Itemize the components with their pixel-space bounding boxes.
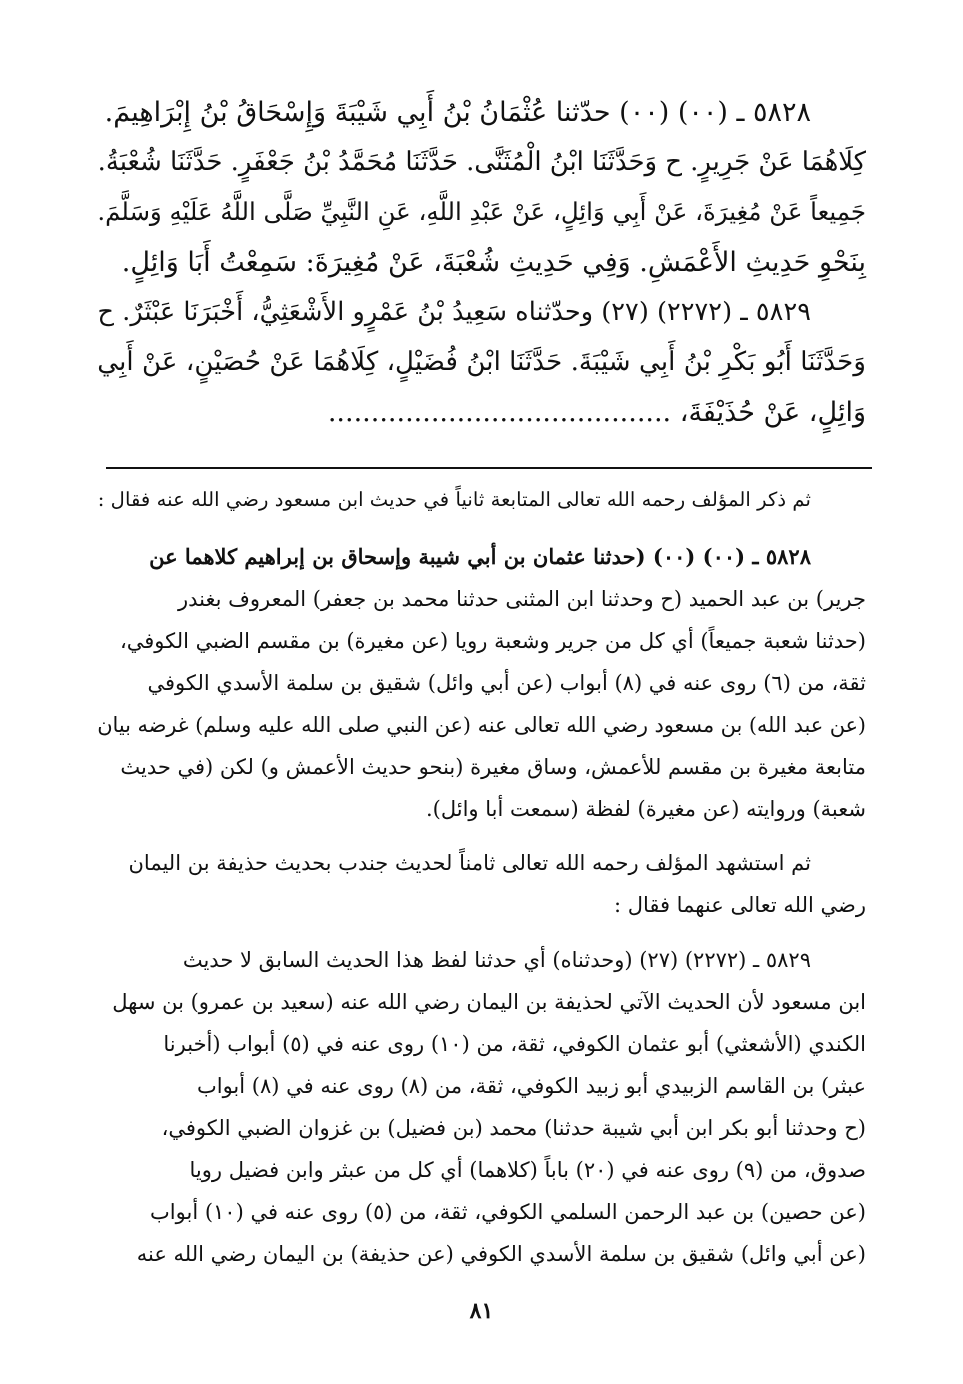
hadith-line-text: جَمِيعاً عَنْ مُغِيرَةَ، عَنْ أَبِي وَائِلٍ، عَنْ عَبْدِ اللَّهِ، عَنِ النَّبِيِّ صَلَّى اللَّهُ عَلَيْهِ وَسَلَّمَ.	[97, 197, 866, 226]
commentary-line-text: (عن أبي وائل) شقيق بن سلمة الأسدي الكوفي (عن حذيفة) بن اليمان رضي الله عنه	[136, 1242, 866, 1266]
commentary-line-text: جرير) بن عبد الحميد (ح وحدثنا ابن المثنى حدثنا محمد بن جعفر) المعروف بغندر	[177, 587, 866, 611]
hadith-line-text: وَائِلٍ، عَنْ حُذَيْفَةَ، ........................................	[327, 397, 866, 428]
commentary-line-text: متابعة مغيرة بن مقسم للأعمش، وساق مغيرة (بنحو حديث الأعمش و) لكن (في حديث	[120, 755, 866, 779]
separator-rule	[106, 467, 872, 469]
hadith-line-text: ٥٨٢٩ ـ (٢٢٧٢) (٢٧) وحدّثناه سَعِيدُ بْنُ عَمْرٍو الأَشْعَثِيُّ، أَخْبَرَنَا عَبْثَرٌ. ح	[97, 297, 811, 327]
hadith-line-text: بِنَحْوِ حَدِيثِ الأَعْمَشِ. وَفِي حَدِيثِ شُعْبَةَ، عَنْ مُغِيرَةَ: سَمِعْتُ أَبَا وَائِلٍ.	[121, 247, 866, 278]
commentary-line-text: (عن عبد الله) بن مسعود رضي الله تعالى عنه (عن النبي صلى الله عليه وسلم) غرضه بيان	[97, 713, 866, 737]
commentary-line-text: صدوق، من (٩) روى عنه في (٢٠) باباً (كلاهما) أي كل من عبثر وابن فضيل رويا	[189, 1158, 866, 1182]
commentary-line-text: ابن مسعود لأن الحديث الآتي لحذيفة بن اليمان رضي الله عنه (سعيد بن عمرو) بن سهل	[112, 990, 866, 1014]
hadith-line-text: وَحَدَّثَنَا أَبُو بَكْرِ بْنُ أَبِي شَيْبَةَ. حَدَّثَنَا ابْنُ فُضَيْلٍ، كِلَاهُمَا عَنْ حُصَيْنٍ، عَنْ أَبِي	[97, 347, 866, 377]
commentary-line-text: الكندي (الأشعثي) أبو عثمان الكوفي، ثقة، من (١٠) روى عنه في (٥) أبواب (أخبرنا	[163, 1032, 866, 1056]
commentary-line-text: ثقة، من (٦) روى عنه في (٨) أبواب (عن أبي وائل) شقيق بن سلمة الأسدي الكوفي	[147, 671, 866, 695]
commentary-line-text: ثم استشهد المؤلف رحمه الله تعالى ثامناً لحديث جندب بحديث حذيفة بن اليمان	[128, 851, 811, 875]
hadith-line-text: ٥٨٢٨ ـ (٠٠) (٠٠) حدّثنا عُثْمَانُ بْنُ أَبِي شَيْبَةَ وَإِسْحَاقُ بْنُ إِبْرَاهِيمَ.	[104, 97, 811, 128]
hadith-line-text: كِلَاهُمَا عَنْ جَرِيرٍ. ح وَحَدَّثَنَا ابْنُ الْمُثَنَّى. حَدَّثَنَا مُحَمَّدُ بْنُ جَعْفَرٍ. حَدَّثَنَا شُعْبَةُ.	[97, 147, 866, 177]
commentary-line-text: ٥٨٢٩ ـ (٢٢٧٢) (٢٧) (وحدثناه) أي حدثنا لفظ هذا الحديث السابق لا حديث	[182, 948, 811, 972]
commentary-line-text: ٥٨٢٨ ـ (٠٠) (٠٠) (حدثنا عثمان بن أبي شيبة وإسحاق بن إبراهيم كلاهما عن	[149, 544, 811, 569]
commentary-line-text: عبثر) بن القاسم الزبيدي أبو زبيد الكوفي، ثقة، من (٨) روى عنه في (٨) أبواب	[196, 1074, 866, 1098]
commentary-line-text: ثم ذكر المؤلف رحمه الله تعالى المتابعة ثانياً في حديث ابن مسعود رضي الله عنه فقال :	[97, 488, 811, 511]
commentary-line-text: (ح وحدثنا أبو بكر ابن أبي شيبة حدثنا) محمد (بن فضيل) بن غزوان الضبي الكوفي،	[161, 1116, 866, 1140]
page-number: ٨١	[469, 1298, 494, 1324]
commentary-line-text: شعبة) وروايته (عن مغيرة) لفظة (سمعت أبا وائل).	[425, 797, 866, 821]
commentary-line-text: (حدثنا شعبة جميعاً) أي كل من جرير وشعبة رويا (عن مغيرة) بن مقسم الضبي الكوفي،	[119, 629, 866, 653]
commentary-line-text: رضي الله تعالى عنهما فقال :	[613, 893, 866, 917]
commentary-line-text: (عن حصين) بن عبد الرحمن السلمي الكوفي، ثقة، من (٥) روى عنه في (١٠) أبواب	[150, 1200, 866, 1224]
